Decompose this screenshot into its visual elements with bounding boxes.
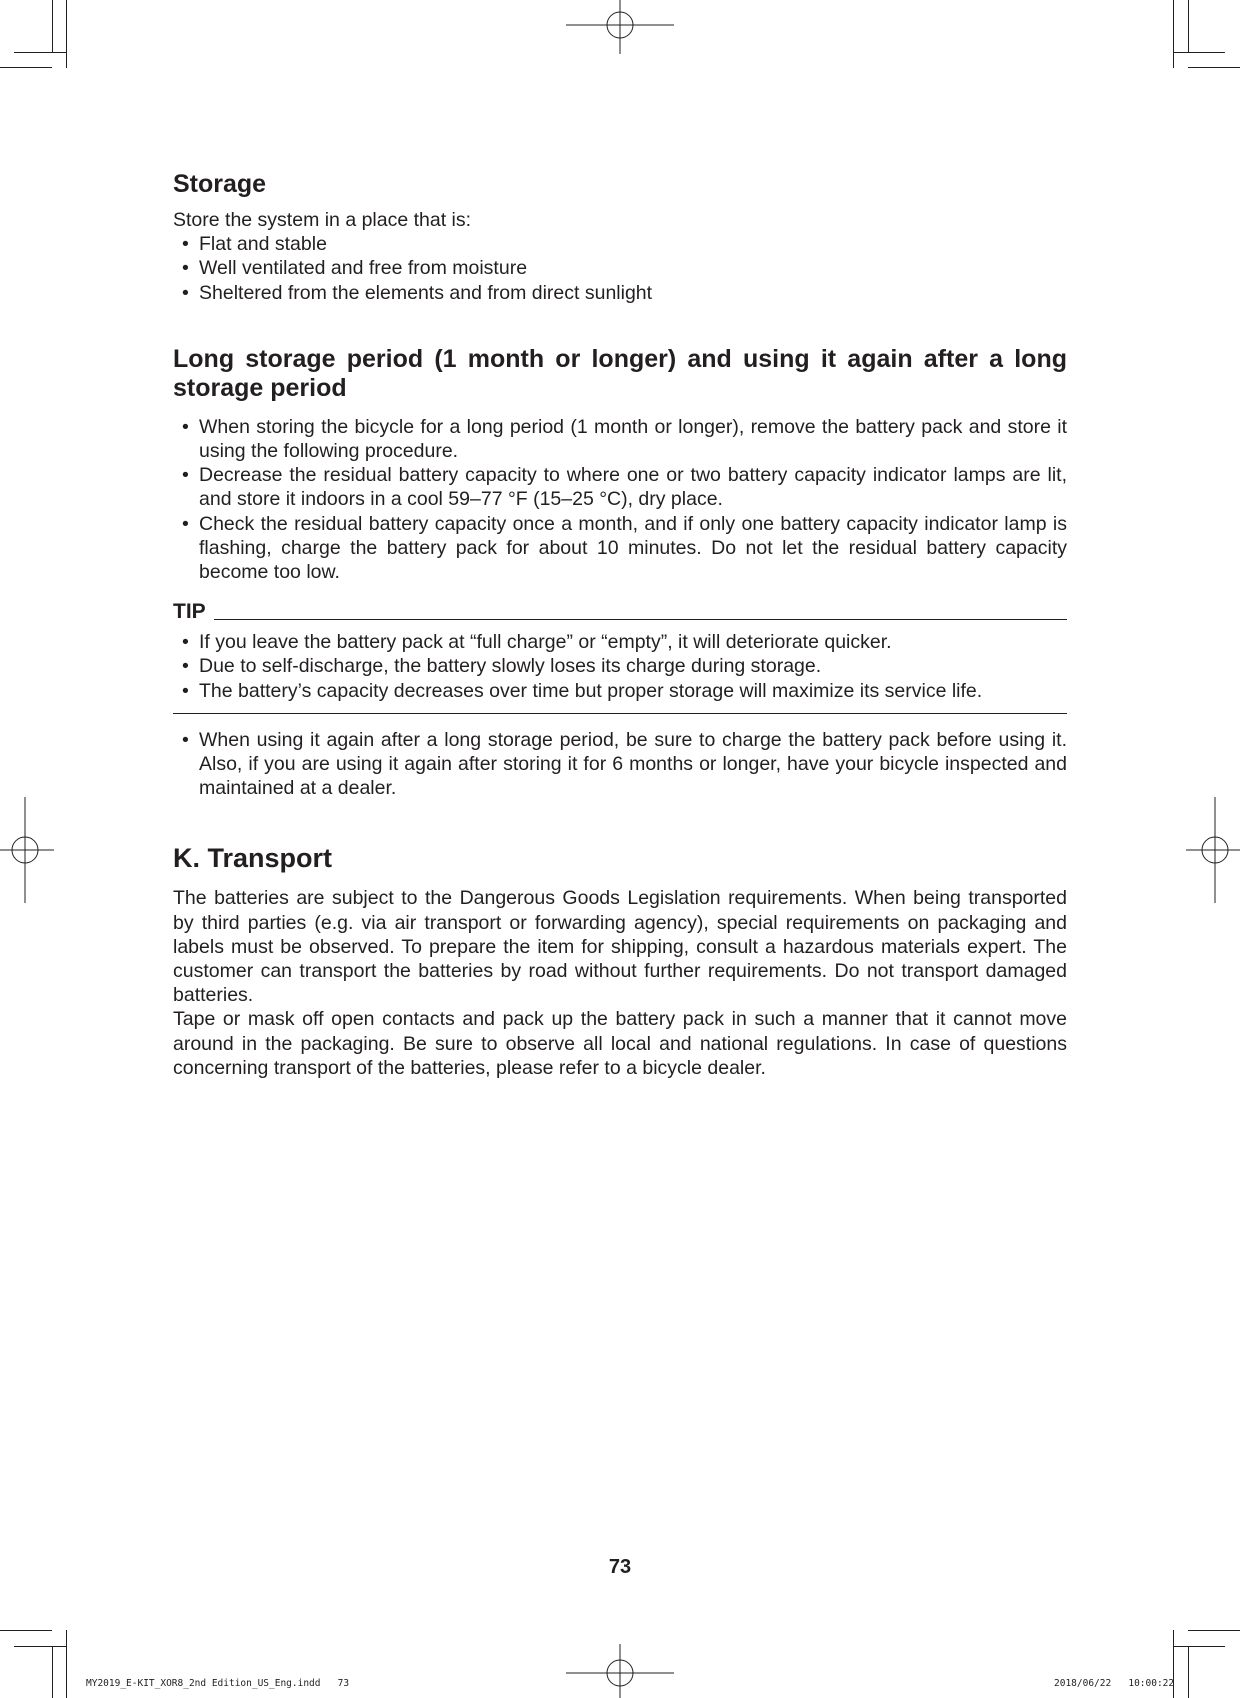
date-slug: 2018/06/22 10:00:22 xyxy=(1054,1678,1175,1689)
registration-mark-top xyxy=(566,0,674,54)
registration-mark-bottom xyxy=(566,1644,674,1698)
crop-mark xyxy=(52,1646,53,1698)
file-slug: MY2019_E-KIT_XOR8_2nd Edition_US_Eng.indd 73 xyxy=(86,1678,350,1689)
list-item: • Sheltered from the elements and from direct sunlight xyxy=(173,281,1067,305)
crop-mark xyxy=(0,67,52,68)
crop-mark xyxy=(1173,1646,1225,1647)
tip-divider xyxy=(214,619,1067,620)
long-storage-heading: Long storage period (1 month or longer) and using it again after a long storage period xyxy=(173,344,1067,402)
list-item: • Decrease the residual battery capacity to where one or two battery capacity indicator lamps are lit, and store it indoors in a cool 59–77 °F (15–25 °C), dry place. xyxy=(173,463,1067,511)
registration-mark-right xyxy=(1186,797,1240,903)
list-item: • When using it again after a long storage period, be sure to charge the battery pack before using it. Also, if you are using it again after storing it for 6 months or longer, have your bicycle inspected and maintained at a dealer. xyxy=(173,728,1067,801)
page-content xyxy=(173,170,1067,1080)
long-storage-section xyxy=(173,345,1067,801)
list-item: • Flat and stable xyxy=(173,232,1067,256)
crop-mark xyxy=(1188,1630,1240,1631)
crop-mark xyxy=(14,52,66,53)
crop-mark xyxy=(1173,0,1174,68)
transport-paragraph: Tape or mask off open contacts and pack up the battery pack in such a manner that it cannot move around in the packaging. Be sure to observe all local and national regulations. In case of questions concerning transport of the batteries, please refer to a bicycle dealer. xyxy=(173,1008,1067,1079)
crop-mark xyxy=(66,0,67,68)
crop-mark xyxy=(1188,0,1189,52)
crop-mark xyxy=(1173,52,1225,53)
list-item: • The battery’s capacity decreases over time but proper storage will maximize its service life. xyxy=(173,679,1067,703)
page-number: 73 xyxy=(608,1556,632,1578)
crop-mark xyxy=(0,1630,52,1631)
list-item: • Well ventilated and free from moisture xyxy=(173,256,1067,280)
storage-heading: Storage xyxy=(173,170,267,198)
tip-header xyxy=(173,600,1067,624)
tip-label: TIP xyxy=(173,600,206,624)
crop-mark xyxy=(52,0,53,52)
crop-mark xyxy=(14,1646,66,1647)
list-item: • If you leave the battery pack at “full charge” or “empty”, it will deteriorate quicker. xyxy=(173,630,1067,654)
list-item: • When storing the bicycle for a long period (1 month or longer), remove the battery pack and store it using the following procedure. xyxy=(173,415,1067,463)
crop-mark xyxy=(1188,1646,1189,1698)
tip-list xyxy=(173,630,1067,714)
registration-mark-left xyxy=(0,797,54,903)
list-item: • Check the residual battery capacity once a month, and if only one battery capacity indicator lamp is flashing, charge the battery pack for about 10 minutes. Do not let the residual battery capacity become too low. xyxy=(173,512,1067,585)
transport-paragraph: The batteries are subject to the Dangerous Goods Legislation requirements. When being transported by third parties (e.g. via air transport or forwarding agency), special requirements on packaging and labels must be observed. To prepare the item for shipping, consult a hazardous materials expert. The customer can transport the batteries by road without further requirements. Do not transport damaged batteries. xyxy=(173,887,1067,1007)
storage-intro: Store the system in a place that is: xyxy=(173,209,472,231)
transport-section xyxy=(173,844,1067,1080)
crop-mark xyxy=(1188,67,1240,68)
transport-heading: K. Transport xyxy=(173,843,333,874)
storage-list xyxy=(173,232,1067,305)
after-tip-list xyxy=(173,728,1067,801)
crop-mark xyxy=(66,1630,67,1698)
storage-section xyxy=(173,170,1067,305)
list-item: • Due to self-discharge, the battery slowly loses its charge during storage. xyxy=(173,654,1067,678)
long-storage-list xyxy=(173,415,1067,584)
